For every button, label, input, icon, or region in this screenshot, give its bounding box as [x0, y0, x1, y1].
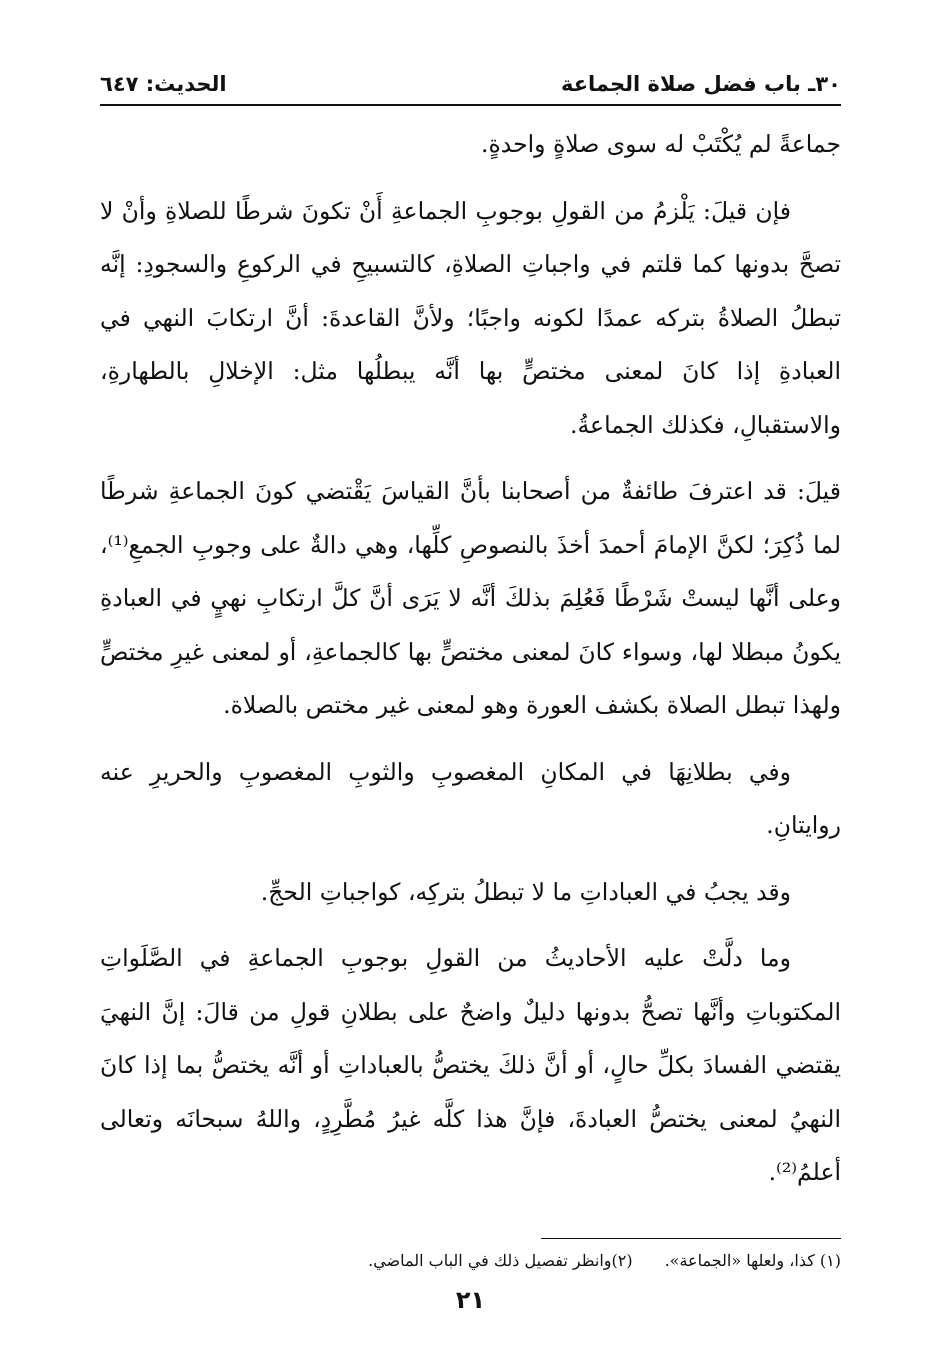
- paragraph: وفي بطلانِهَا في المكانِ المغصوبِ والثوبِ المغصوبِ والحريرِ عنه روايتانِ.: [100, 757, 841, 839]
- header-divider: [100, 104, 841, 106]
- paragraph: وقد يجبُ في العباداتِ ما لا تبطلُ بتركِه، كواجباتِ الحجِّ.: [260, 877, 791, 906]
- paragraph: فإن قيلَ: يَلْزمُ من القولِ بوجوبِ الجماعةِ أَنْ تكونَ شرطًا للصلاةِ وأنْ لا تصحَّ بدونها كما قلتم في واجباتِ الصلاةِ، كالتسبيحِ في الركوعِ والسجودِ: إنَّه تبطلُ الصلاةُ بتركه عمدًا لكونه واجبًا؛ ولأنَّ القاعدةَ: أنَّ ارتكابَ النهي في العبادةِ إذا كانَ لمعنى مختصٍّ بها أنَّه يبطلُها مثل: الإخلالِ بالطهارةِ، والاستقبالِ، فكذلك الجماعةُ.: [100, 196, 841, 439]
- hadith-number: الحديث: ٦٤٧: [100, 72, 227, 96]
- running-header: [100, 66, 841, 102]
- paragraph: قيلَ: قد اعترفَ طائفةٌ من أصحابنا بأنَّ القياسَ يَقْتضي كونَ الجماعةِ شرطًا لما ذُكِرَ؛ لكنَّ الإمامَ أحمدَ أخذَ بالنصوصِ كلِّها، وهي دالةٌ على وجوبِ الجمعِ⁽¹⁾، وعلى أنَّها ليستْ شَرْطًا فَعُلِمَ بذلكَ أنَّه لا يَرَى أنَّ كلَّ ارتكابِ نهيٍ في العبادةِ يكونُ مبطلا لها، وسواء كانَ لمعنى مختصٍّ بها كالجماعةِ، أو لمعنى غيرِ مختصٍّ ولهذا تبطل الصلاة بكشف العورة وهو لمعنى غير مختص بالصلاة.: [100, 477, 841, 719]
- page-number: ٢١: [455, 1286, 486, 1314]
- footnote-1: (١) كذا، ولعلها «الجماعة».: [664, 1251, 841, 1270]
- paragraph: وما دلَّتْ عليه الأحاديثُ من القولِ بوجوبِ الجماعةِ في الصَّلَواتِ المكتوباتِ وأنَّها تصحُّ بدونها دليلٌ واضحٌ على بطلانِ قولِ من قالَ: إنَّ النهيَ يقتضي الفسادَ بكلِّ حالٍ، أو أنَّ ذلكَ يختصُّ بالعباداتِ أو أنَّه يختصُّ بما إذا كانَ النهيُ لمعنى يختصُّ العبادةَ، فإنَّ هذا كلَّه غيرُ مُطَّرِدٍ، واللهُ سبحانَه وتعالى أعلمُ⁽²⁾.: [100, 944, 841, 1186]
- paragraph: جماعةً لم يُكْتَبْ له سوى صلاةٍ واحدةٍ.: [481, 130, 841, 158]
- footnotes: [100, 1246, 841, 1276]
- main-text: [100, 118, 841, 1213]
- footnote-2: (٢)وانظر تفصيل ذلك في الباب الماضي.: [368, 1251, 633, 1270]
- chapter-title: ٣٠ـ باب فضل صلاة الجماعة: [560, 72, 841, 96]
- footnote-divider: [541, 1238, 841, 1239]
